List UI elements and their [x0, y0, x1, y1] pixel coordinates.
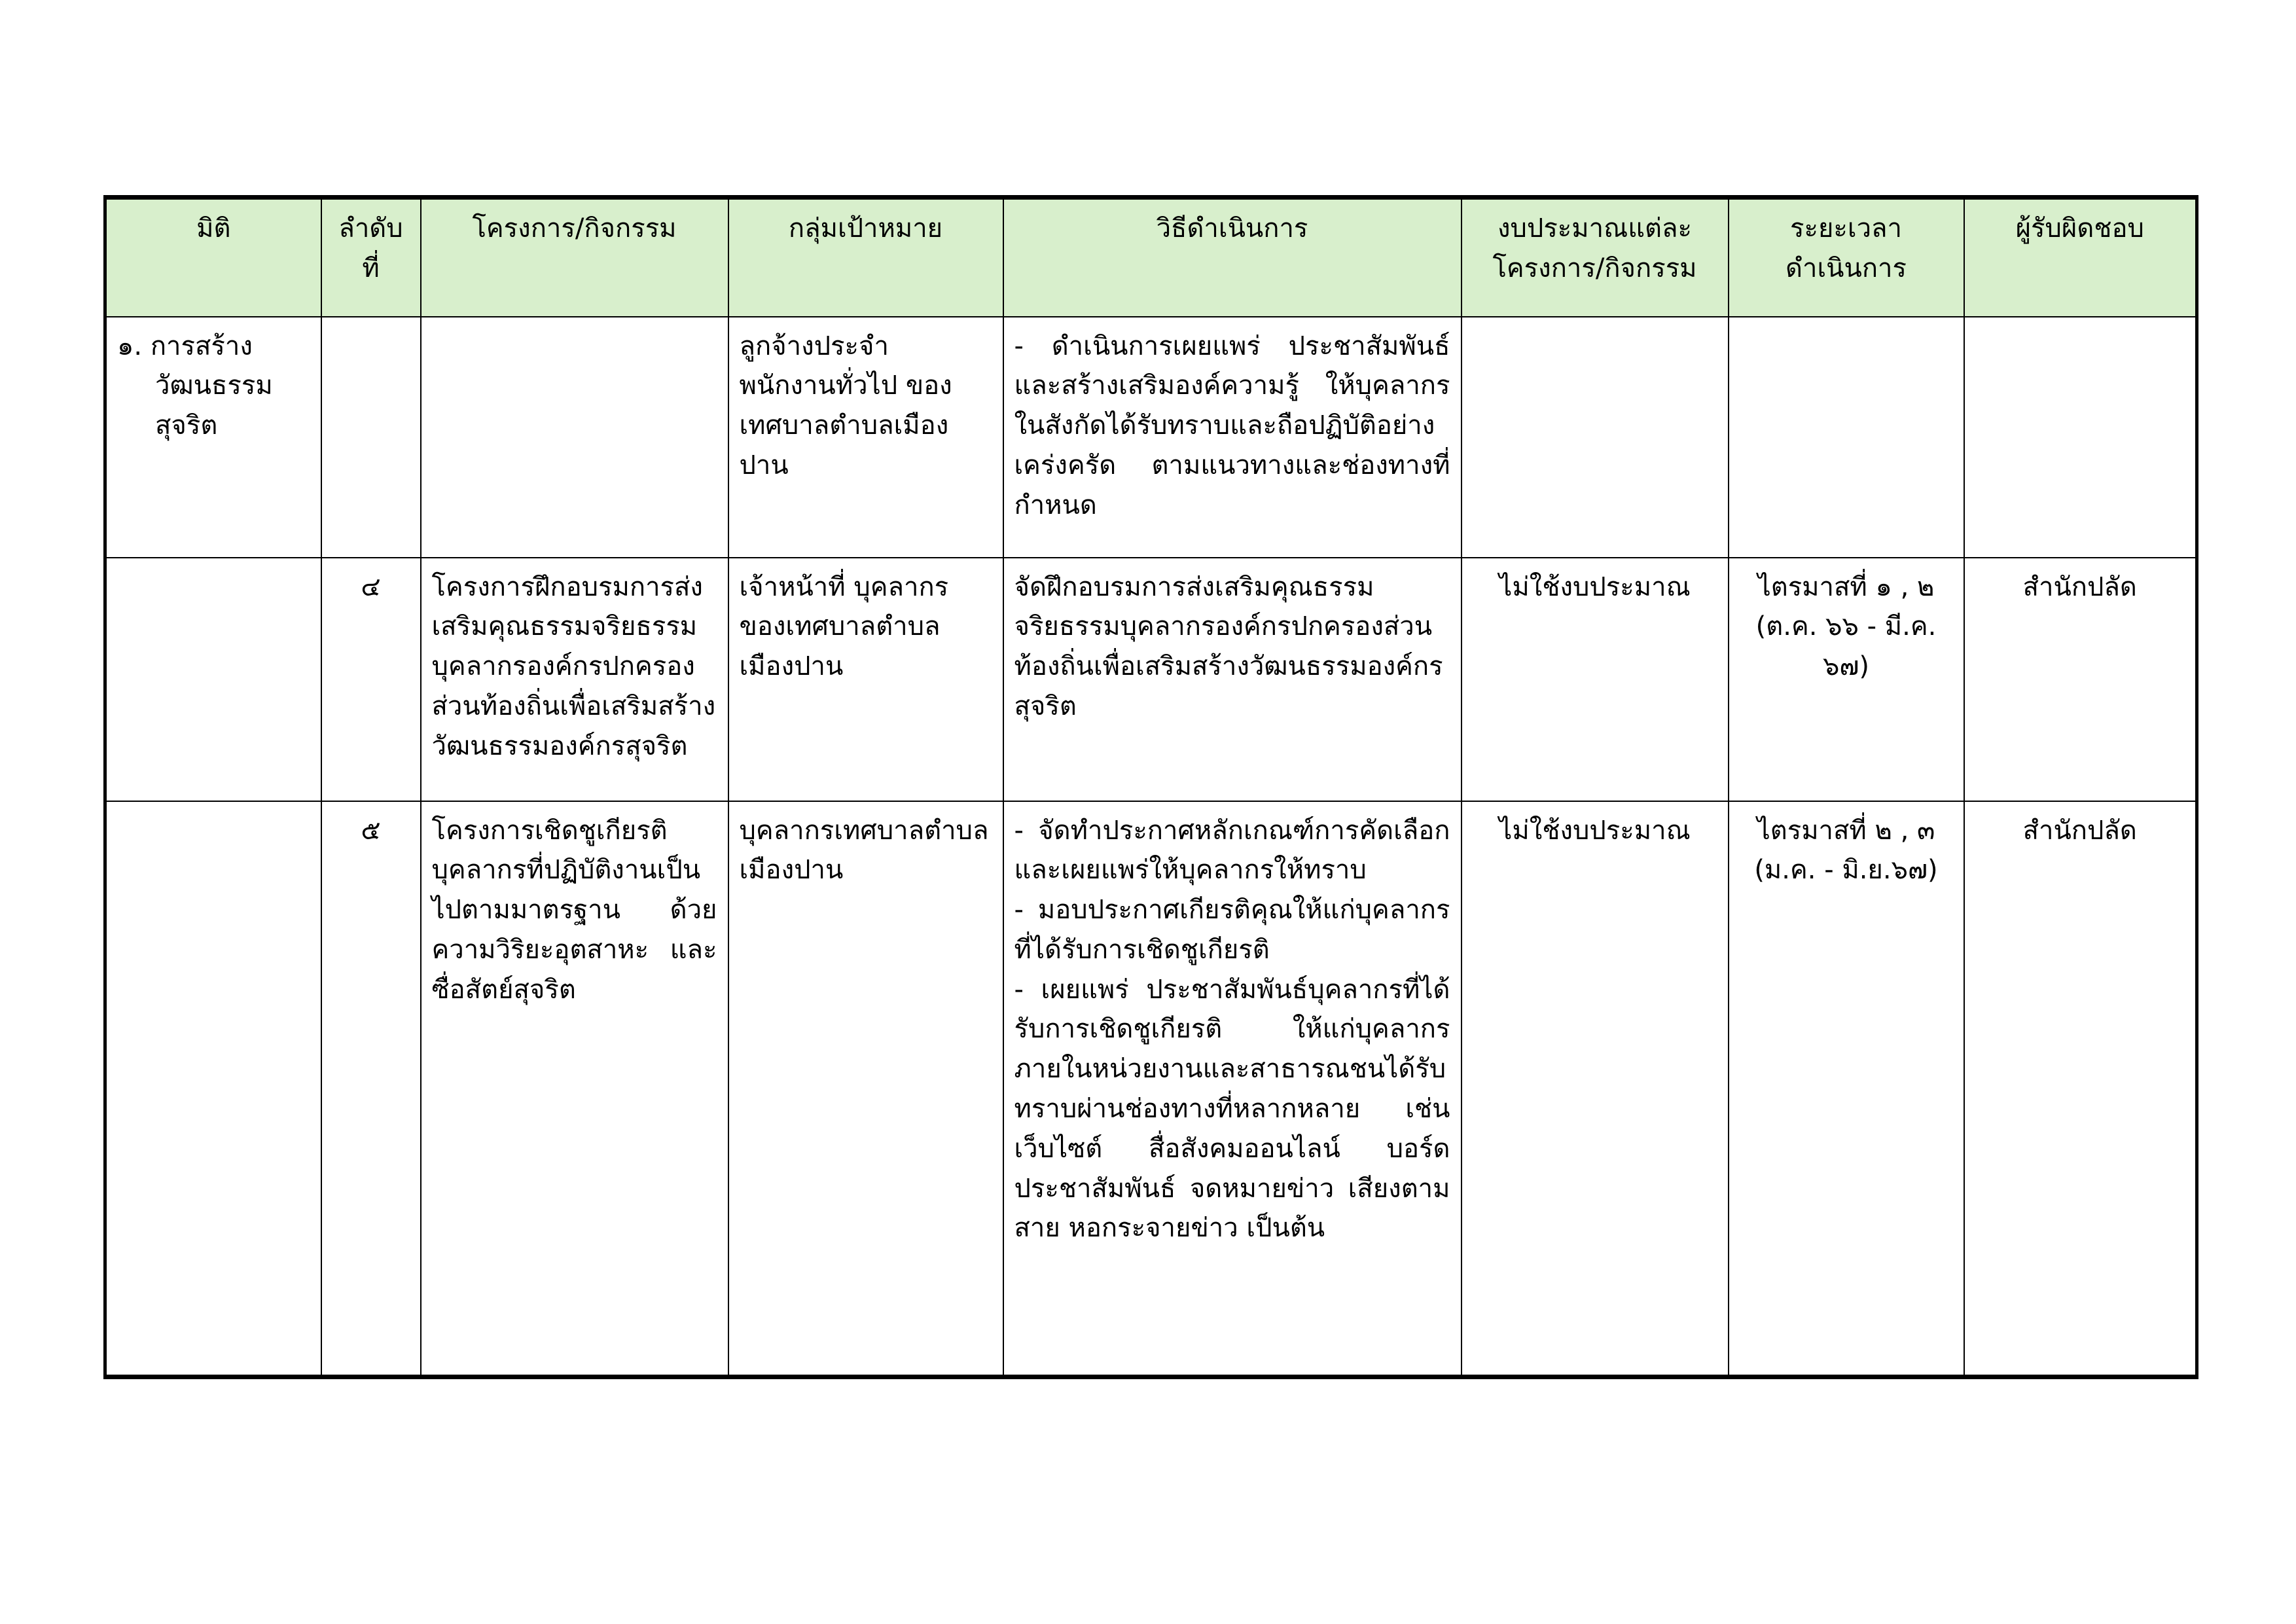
cell-responsible: [1964, 317, 2197, 558]
cell-method: - ดำเนินการเผยแพร่ ประชาสัมพันธ์ และสร้างเสริมองค์ความรู้ ให้บุคลากรในสังกัดได้รับทราบและถือปฏิบัติอย่างเคร่งครัด ตามแนวทางและช่องทางที่กำหนด: [1003, 317, 1462, 558]
column-header-timeframe: [1729, 198, 1964, 317]
column-header-responsible: [1964, 198, 2197, 317]
cell-order-no: ๔: [321, 558, 421, 801]
method-paragraph-1: - จัดทำประกาศหลักเกณฑ์การคัดเลือก และเผยแพร่ให้บุคลากรให้ทราบ: [1014, 815, 1450, 886]
cell-budget: ไม่ใช้งบประมาณ: [1462, 801, 1729, 1377]
cell-responsible: สำนักปลัด: [1964, 558, 2197, 801]
column-header-order-no: [321, 198, 421, 317]
cell-target-group: บุคลากรเทศบาลตำบลเมืองปาน: [728, 801, 1003, 1377]
table-row: [105, 801, 2197, 1377]
column-header-method: [1003, 198, 1462, 317]
column-header-order-no-line-1: ลำดับ: [338, 213, 403, 244]
cell-budget: [1462, 317, 1729, 558]
column-header-order-no-line-2: ที่: [362, 253, 380, 283]
method-paragraph-3: - เผยแพร่ ประชาสัมพันธ์บุคลากรที่ได้รับการเชิดชูเกียรติ ให้แก่บุคลากรภายในหน่วยงานและสาธารณชนได้รับทราบผ่านช่องทางที่หลากหลาย เช่น เว็บไซต์ สื่อสังคมออนไลน์ บอร์ดประชาสัมพันธ์ จดหมายข่าว เสียงตามสาย หอกระจายข่าว เป็นต้น: [1014, 974, 1450, 1244]
timeframe-line-1: ไตรมาสที่ ๒ , ๓: [1757, 815, 1935, 846]
cell-method: [1003, 801, 1462, 1377]
timeframe-line-3: ๖๗): [1822, 651, 1870, 682]
column-header-dimension: [105, 198, 321, 317]
cell-dimension: [105, 801, 321, 1377]
cell-target-group: ลูกจ้างประจำ พนักงานทั่วไป ของเทศบาลตำบลเมืองปาน: [728, 317, 1003, 558]
method-paragraph-2: - มอบประกาศเกียรติคุณให้แก่บุคลากรที่ได้รับการเชิดชูเกียรติ: [1014, 895, 1450, 965]
action-plan-table: [103, 195, 2198, 1379]
table-row: [105, 317, 2197, 558]
column-header-target-group: [728, 198, 1003, 317]
cell-dimension: [105, 558, 321, 801]
column-header-responsible-line-1: ผู้รับผิดชอบ: [2015, 213, 2144, 244]
table-header-row: [105, 198, 2197, 317]
action-plan-table-container: [103, 195, 2195, 1379]
column-header-dimension-line-1: มิติ: [196, 213, 231, 244]
table-row: [105, 558, 2197, 801]
cell-timeframe: [1729, 317, 1964, 558]
cell-order-no: [321, 317, 421, 558]
cell-dimension: [105, 317, 321, 558]
dimension-line-2: วัฒนธรรมสุจริต: [155, 370, 273, 441]
column-header-timeframe-line-1: ระยะเวลา: [1790, 213, 1902, 244]
cell-target-group: เจ้าหน้าที่ บุคลากรของเทศบาลตำบลเมืองปาน: [728, 558, 1003, 801]
cell-method: จัดฝึกอบรมการส่งเสริมคุณธรรมจริยธรรมบุคลากรองค์กรปกครองส่วนท้องถิ่นเพื่อเสริมสร้างวัฒนธรรมองค์กรสุจริต: [1003, 558, 1462, 801]
cell-budget: ไม่ใช้งบประมาณ: [1462, 558, 1729, 801]
table-body: [105, 317, 2197, 1377]
cell-order-no: ๕: [321, 801, 421, 1377]
column-header-timeframe-line-2: ดำเนินการ: [1785, 253, 1907, 283]
column-header-target-group-line-1: กลุ่มเป้าหมาย: [788, 213, 943, 244]
cell-project-activity: [421, 317, 728, 558]
cell-timeframe: [1729, 558, 1964, 801]
column-header-project-activity-line-1: โครงการ/กิจกรรม: [472, 213, 677, 244]
dimension-line-1: ๑. การสร้าง: [117, 331, 253, 361]
column-header-project-activity: [421, 198, 728, 317]
cell-responsible: สำนักปลัด: [1964, 801, 2197, 1377]
timeframe-line-1: ไตรมาสที่ ๑ , ๒: [1757, 571, 1935, 602]
column-header-budget-line-2: โครงการ/กิจกรรม: [1492, 253, 1697, 283]
table-header: [105, 198, 2197, 317]
timeframe-line-2: (ม.ค. - มิ.ย.๖๗): [1754, 855, 1938, 886]
cell-timeframe: [1729, 801, 1964, 1377]
timeframe-line-2: (ต.ค. ๖๖ - มี.ค.: [1755, 611, 1937, 642]
column-header-budget: [1462, 198, 1729, 317]
cell-project-activity: โครงการเชิดชูเกียรติบุคลากรที่ปฏิบัติงานเป็นไปตามมาตรฐาน ด้วยความวิริยะอุตสาหะ และซื่อสัตย์สุจริต: [421, 801, 728, 1377]
cell-project-activity: โครงการฝึกอบรมการส่งเสริมคุณธรรมจริยธรรมบุคลากรองค์กรปกครองส่วนท้องถิ่นเพื่อเสริมสร้างวัฒนธรรมองค์กรสุจริต: [421, 558, 728, 801]
column-header-budget-line-1: งบประมาณแต่ละ: [1498, 213, 1692, 244]
column-header-method-line-1: วิธีดำเนินการ: [1156, 213, 1308, 244]
